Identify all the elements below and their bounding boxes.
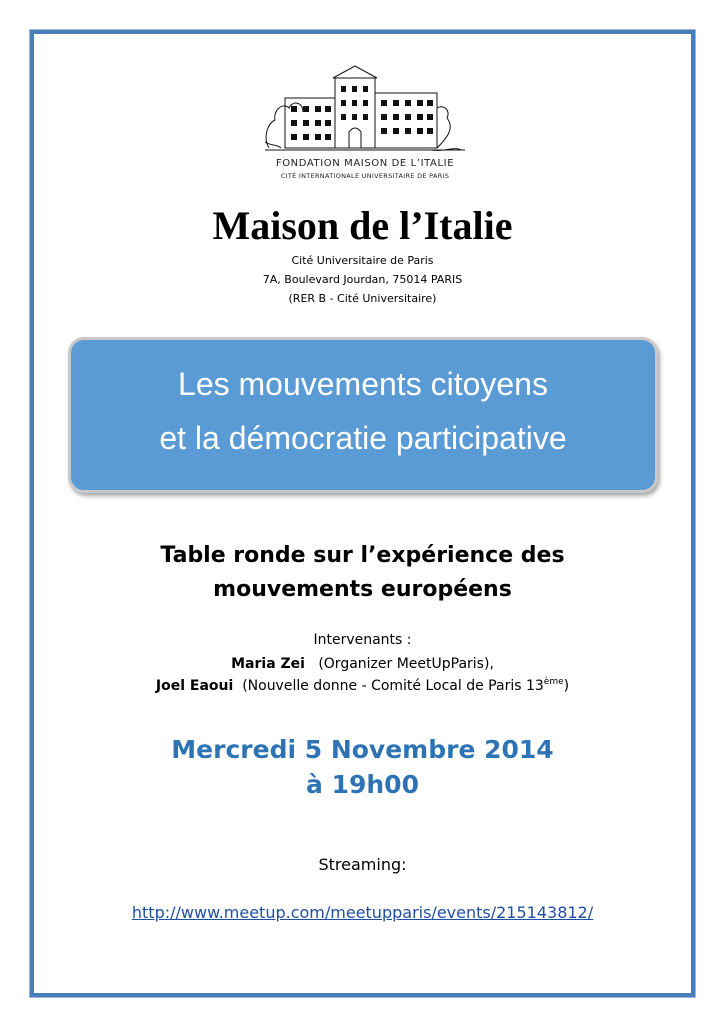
- streaming-link[interactable]: http://www.meetup.com/meetupparis/events/215143812/: [131, 903, 594, 922]
- event-date: Mercredi 5 Novembre 2014: [171, 735, 554, 764]
- logo-foundation-name: FONDATION MAISON DE L’ITALIE: [275, 158, 455, 169]
- speaker-2-role-superscript: ème: [543, 677, 564, 687]
- foundation-logo: [255, 58, 475, 188]
- speaker-2-name: Joel Eaoui: [155, 678, 234, 694]
- address-line-3: (RER B - Cité Universitaire): [288, 292, 437, 305]
- address-line-2: 7A, Boulevard Jourdan, 75014 PARIS: [262, 273, 463, 286]
- subtitle-line-2: mouvements européens: [213, 577, 512, 602]
- address-line-1: Cité Universitaire de Paris: [291, 254, 434, 267]
- speaker-1-name: Maria Zei: [231, 656, 305, 672]
- page-title: Maison de l’Italie: [212, 203, 513, 248]
- event-title-banner: [68, 337, 658, 493]
- speaker-1: [0, 656, 725, 672]
- subtitle-line-1: Table ronde sur l’expérience des: [160, 543, 565, 568]
- speaker-2-role-end: ): [563, 678, 570, 694]
- speaker-2: [0, 678, 725, 694]
- banner-line-1: Les mouvements citoyens: [178, 366, 548, 402]
- speakers-label: Intervenants :: [313, 632, 412, 648]
- speaker-1-role: (Organizer MeetUpParis),: [318, 656, 494, 672]
- streaming-label: Streaming:: [318, 855, 407, 874]
- logo-foundation-subtitle: CITÉ INTERNATIONALE UNIVERSITAIRE DE PARIS: [280, 172, 450, 180]
- event-time: à 19h00: [306, 770, 419, 799]
- speaker-2-role: (Nouvelle donne - Comité Local de Paris 13: [242, 678, 544, 694]
- building-illustration-icon: [255, 58, 475, 156]
- banner-line-2: et la démocratie participative: [159, 420, 567, 456]
